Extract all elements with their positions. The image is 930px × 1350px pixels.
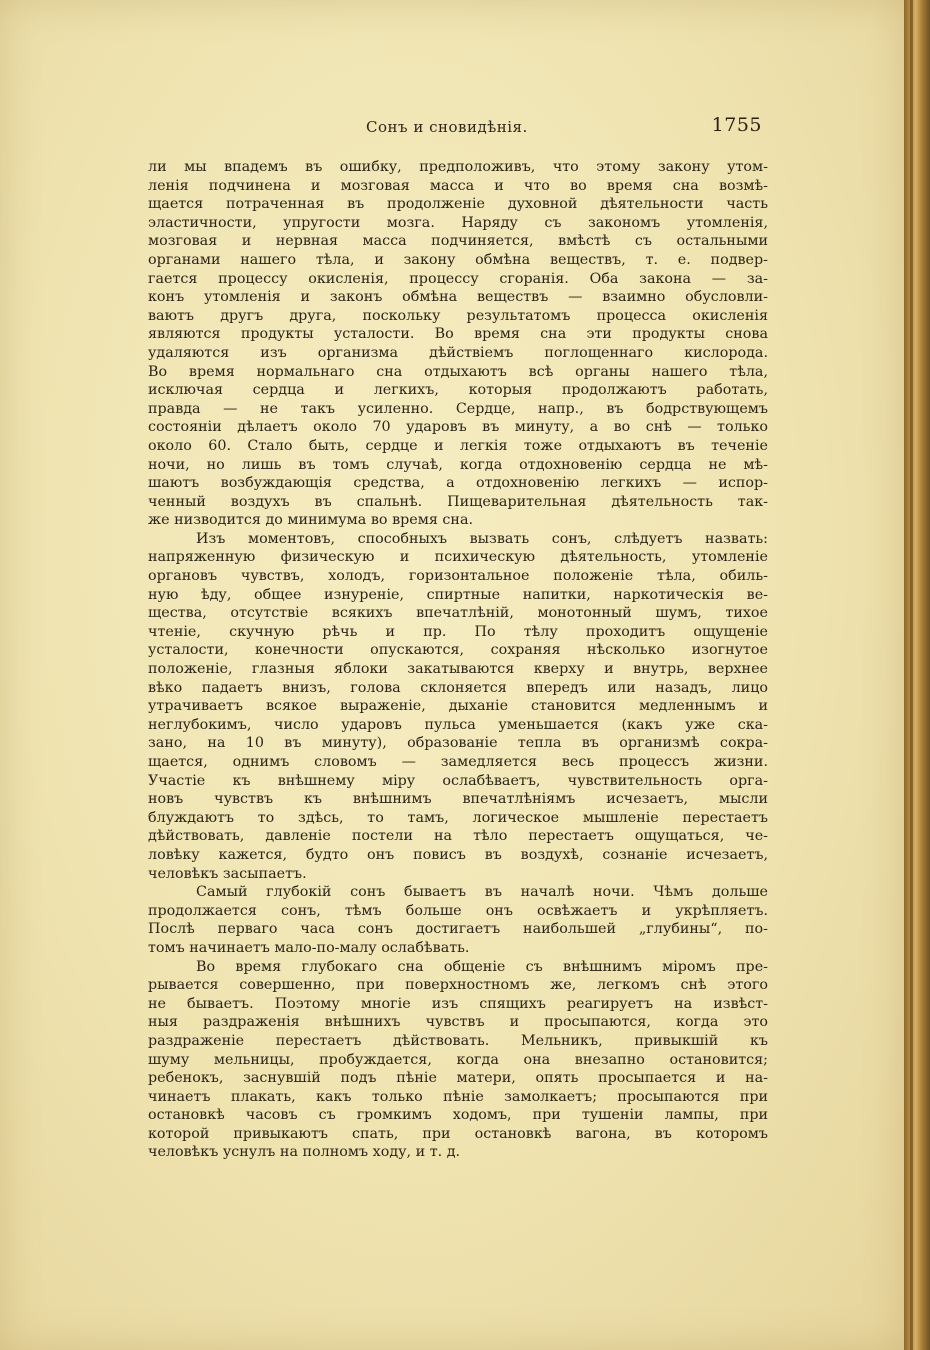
text-line: зано, на 10 въ минуту), образованіе тепла въ организмѣ сокра- bbox=[148, 735, 768, 752]
text-line: продолжается сонъ, тѣмъ больше онъ освѣжаетъ и укрѣпляетъ. bbox=[148, 902, 768, 919]
text-line: рывается совершенно, при поверхностномъ же, легкомъ снѣ этого bbox=[148, 977, 768, 994]
text-line: же низводится до минимума во время сна. bbox=[148, 512, 474, 529]
text-line: Самый глубокій сонъ бываетъ въ началѣ ночи. Чѣмъ дольше bbox=[196, 884, 768, 901]
text-line: Изъ моментовъ, способныхъ вызвать сонъ, слѣдуетъ назвать: bbox=[196, 530, 768, 547]
running-title: Сонъ и сновидѣнія. bbox=[366, 118, 528, 136]
text-line: ныя раздраженія внѣшнихъ чувствъ и просыпаются, когда это bbox=[148, 1014, 768, 1031]
body-text bbox=[148, 158, 768, 1162]
text-line: томъ начинаетъ мало-по-малу ослабѣвать. bbox=[148, 939, 470, 956]
text-line: ваютъ другъ друга, поскольку результатомъ процесса окисленія bbox=[148, 307, 768, 324]
text-line: щества, отсутствіе всякихъ впечатлѣній, монотонный шумъ, тихое bbox=[148, 605, 768, 622]
text-line: ченный воздухъ въ спальнѣ. Пищеварительная дѣятельность так- bbox=[148, 493, 768, 510]
text-line: утрачиваетъ всякое выраженіе, дыханіе становится медленнымъ и bbox=[148, 698, 768, 715]
text-line: около 60. Стало быть, сердце и легкія тоже отдыхаютъ въ теченіе bbox=[148, 437, 768, 454]
text-line: чтеніе, скучную рѣчь и пр. По тѣлу проходитъ ощущеніе bbox=[148, 623, 768, 640]
text-line: раздраженіе перестаетъ дѣйствовать. Мельникъ, привыкшій къ bbox=[148, 1032, 768, 1049]
text-line: ребенокъ, заснувшій подъ пѣніе матери, опять просыпается и на- bbox=[148, 1070, 768, 1087]
text-line: удаляются изъ организма дѣйствіемъ поглощеннаго кислорода. bbox=[148, 344, 768, 361]
text-line: усталости, конечности опускаются, сохраняя нѣсколько изогнутое bbox=[148, 642, 768, 659]
text-line: правда — не такъ усиленно. Сердце, напр., въ бодрствующемъ bbox=[148, 400, 768, 417]
text-line: человѣкъ засыпаетъ. bbox=[148, 865, 307, 882]
text-line: Во время нормальнаго сна отдыхаютъ всѣ органы нашего тѣла, bbox=[148, 363, 768, 380]
text-line: исключая сердца и легкихъ, которыя продолжаютъ работать, bbox=[148, 382, 768, 399]
text-line: положеніе, глазныя яблоки закатываются кверху и внутрь, верхнее bbox=[148, 661, 768, 678]
text-line: чинаетъ плакать, какъ только пѣніе замолкаетъ; просыпаются при bbox=[148, 1088, 768, 1105]
text-line: являются продукты усталости. Во время сна эти продукты снова bbox=[148, 326, 768, 343]
text-line: ловѣку кажется, будто онъ повисъ въ воздухѣ, сознаніе исчезаетъ, bbox=[148, 846, 768, 863]
text-line: гается процессу окисленія, процессу сгоранія. Оба закона — за- bbox=[148, 270, 768, 287]
text-line: щается, однимъ словомъ — замедляется весь процессъ жизни. bbox=[148, 754, 768, 770]
text-line: ли мы впадемъ въ ошибку, предположивъ, что этому закону утом- bbox=[148, 159, 768, 175]
text-line: Послѣ перваго часа сонъ достигаетъ наибольшей „глубины“, по- bbox=[148, 921, 768, 938]
paragraph bbox=[148, 958, 768, 1163]
text-line: не бываетъ. Поэтому многіе изъ спящихъ реагируетъ на извѣст- bbox=[148, 995, 768, 1012]
text-line: которой привыкаютъ спать, при остановкѣ вагона, въ которомъ bbox=[148, 1125, 768, 1142]
text-line: эластичности, упругости мозга. Наряду съ закономъ утомленія, bbox=[148, 214, 768, 231]
text-line: конъ утомленія и законъ обмѣна веществъ — взаимно обусловли- bbox=[148, 289, 768, 306]
book-spine-edge bbox=[904, 0, 930, 1350]
text-line: новъ чувствъ къ внѣшнимъ впечатлѣніямъ исчезаетъ, мысли bbox=[148, 791, 768, 808]
text-line: шуму мельницы, пробуждается, когда она внезапно остановится; bbox=[148, 1051, 768, 1068]
text-line: ную ѣду, общее изнуреніе, спиртные напитки, наркотическія ве- bbox=[148, 586, 768, 603]
text-line: человѣкъ уснулъ на полномъ ходу, и т. д. bbox=[148, 1144, 461, 1161]
text-line: состояніи дѣлаетъ около 70 ударовъ въ минуту, а во снѣ — только bbox=[148, 419, 768, 436]
text-line: ленія подчинена и мозговая масса и что во время сна возмѣ- bbox=[148, 177, 768, 194]
paragraph bbox=[148, 158, 768, 530]
text-line: остановкѣ часовъ съ громкимъ ходомъ, при тушеніи лампы, при bbox=[148, 1107, 768, 1124]
text-line: вѣко падаетъ внизъ, голова склоняется впередъ или назадъ, лицо bbox=[148, 679, 768, 696]
paragraph bbox=[148, 883, 768, 957]
text-line: Во время глубокаго сна общеніе съ внѣшнимъ міромъ пре- bbox=[196, 958, 768, 975]
text-line: дѣйствовать, давленіе постели на тѣло перестаетъ ощущаться, че- bbox=[148, 828, 768, 845]
paragraph bbox=[148, 530, 768, 883]
text-line: щается потраченная въ продолженіе духовной дѣятельности часть bbox=[148, 196, 768, 213]
text-line: органовъ чувствъ, холодъ, горизонтальное положеніе тѣла, обиль- bbox=[148, 568, 768, 585]
text-line: блуждаютъ то здѣсь, то тамъ, логическое мышленіе перестаетъ bbox=[148, 809, 768, 826]
text-line: ночи, но лишь въ томъ случаѣ, когда отдохновенію сердца не мѣ- bbox=[148, 456, 768, 473]
text-line: Участіе къ внѣшнему міру ослабѣваетъ, чувствительность орга- bbox=[148, 772, 768, 789]
text-line: шаютъ возбуждающія средства, а отдохновенію легкихъ — испор- bbox=[148, 475, 768, 492]
text-line: напряженную физическую и психическую дѣятельность, утомленіе bbox=[148, 549, 768, 566]
text-line: мозговая и нервная масса подчиняется, вмѣстѣ съ остальными bbox=[148, 233, 768, 250]
page-number: 1755 bbox=[711, 114, 762, 136]
page-header bbox=[148, 116, 764, 142]
text-line: органами нашего тѣла, и закону обмѣна веществъ, т. е. подвер- bbox=[148, 251, 768, 268]
text-line: неглубокимъ, число ударовъ пульса уменьшается (какъ уже ска- bbox=[148, 716, 768, 733]
